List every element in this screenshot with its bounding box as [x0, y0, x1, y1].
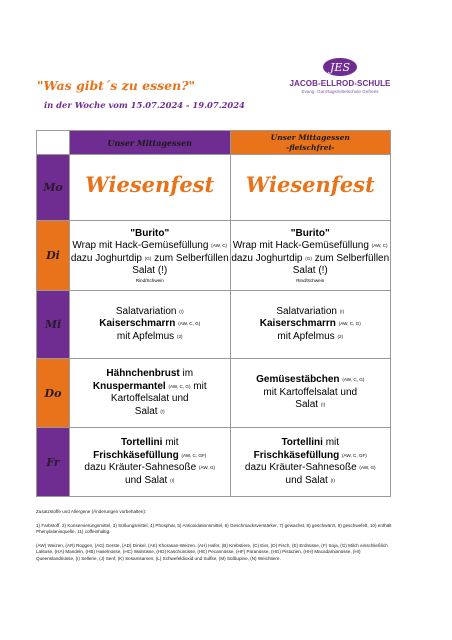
meal-line: mit Apfelmus: [277, 330, 335, 342]
allergen-code: (G): [305, 255, 312, 261]
column-header-standard: Unser Mittagessen: [70, 131, 231, 155]
meal-title: Tortellini: [120, 437, 163, 448]
meal-line: mit Apfelmus: [116, 330, 175, 342]
meal-title: Kaiserschmarrn: [99, 318, 176, 330]
meal-line: im: [182, 368, 194, 379]
meal-line: dazu Kräuter-Sahnesoße: [244, 462, 357, 473]
allergen-notes: [36, 509, 396, 570]
meal-line: Wrap mit Hack-Gemüsefüllung: [72, 240, 209, 251]
meal-title: Kaiserschmarrn: [259, 318, 336, 330]
meal-line: zum Selberfüllen: [314, 252, 390, 264]
allergen-code: (AW, G): [359, 465, 376, 470]
meal-line: Kartoffelsalat und: [110, 393, 189, 404]
day-label-di: Di: [37, 221, 70, 291]
meal-line: Salat: [292, 265, 316, 276]
column-header-vegetarian-line2: -fleischfrei-: [286, 142, 335, 152]
day-label-mo: Mo: [37, 155, 70, 221]
allergen-code: (!): [318, 265, 328, 276]
school-logo: [286, 56, 394, 94]
meal-line: zum Selberfüllen: [154, 252, 229, 264]
corner-cell: [37, 131, 70, 155]
allergen-code: (AW, C, G): [338, 321, 361, 327]
meal-line: dazu Kräuter-Sahnesoße: [84, 462, 197, 473]
day-row-mo: [37, 155, 391, 221]
day-row-do: [37, 359, 391, 428]
meal-title: Gemüsestäbchen: [256, 374, 340, 386]
meal-di-standard: [70, 221, 231, 291]
meal-title: "Burito": [130, 227, 170, 239]
school-logo-icon: [321, 56, 359, 78]
menu-headline: "Was gibt´s zu essen?": [37, 78, 196, 93]
allergen-code: (AW, C, G): [168, 383, 191, 389]
meal-line: Salat: [134, 405, 158, 417]
allergen-code: (AW, C): [211, 243, 228, 248]
meal-line: Salatvariation: [276, 305, 337, 317]
meal-line: mit Kartoffelsalat und: [263, 386, 358, 398]
school-subtitle: Evang. Ganztagsmittelschule Gefrees: [301, 89, 379, 94]
meal-line: mit: [193, 380, 207, 392]
allergen-code: (!): [160, 408, 165, 414]
meal-title: Wiesenfest: [245, 171, 375, 197]
school-name: JACOB-ELLROD-SCHULE: [289, 79, 391, 88]
meal-line: Salatvariation: [115, 305, 177, 317]
column-header-vegetarian-line1: Unser Mittagessen: [270, 132, 350, 142]
meal-title: Knuspermantel: [92, 380, 166, 392]
meal-mo-standard: [70, 155, 231, 221]
meal-mi-standard: [70, 291, 231, 359]
day-row-di: [37, 221, 391, 291]
allergen-code: (!): [330, 477, 335, 483]
meal-line: Wrap mit Hack-Gemüsefüllung: [232, 240, 369, 251]
allergen-code: (AW, C): [371, 243, 388, 248]
notes-allergens: (AW) Weizen, (AR) Roggen, (AG) Gerste, (AD) Dinkel, (AK) Khorasan-Weizen, (AH) Hafer, (B) Krebstiere, (C) Eier, (D) Fisch, (E) Erdnüsse, (F) Soja, (G) Milch einschließlich Laktose, (HA) Mandeln, (HB) Haselnüsse, (HC) Walnüsse, (HD) Kaschunüsse, (HE) Pecannüsse, (HF) Paranüsse, (HG) Pistazien, (HH) Macadamianüsse, (HI) Queenslandnüsse, (I) Sellerie, (J) Senf, (K) Sesamsamen, (L) Schwefeldioxid und Sulfite, (M) Süßlupine, (N) Weichtiere.: [36, 542, 388, 561]
day-row-mi: [37, 291, 391, 359]
meal-line: und Salat: [285, 474, 328, 486]
meal-title: Hähnchenbrust: [106, 368, 180, 379]
meal-di-vegetarian: [230, 221, 391, 291]
allergen-code: (AW, G): [198, 465, 216, 470]
day-label-mi: Mi: [37, 291, 70, 359]
allergen-code: (2): [337, 333, 344, 339]
allergen-code: (!): [320, 402, 326, 408]
week-range: in der Woche vom 15.07.2024 - 19.07.2024: [44, 100, 245, 110]
meat-type: Rind/Schwein: [296, 277, 325, 283]
meal-line: mit: [165, 437, 179, 448]
allergen-code: (!): [339, 308, 345, 314]
day-row-fr: [37, 428, 391, 497]
meal-title: Wiesenfest: [85, 171, 215, 197]
meal-title: Frischkäsefüllung: [93, 449, 179, 461]
notes-additives: 1) Farbstoff, 2) Konservierungsmittel, 3) Süßungsmittel, 4) Phosphat, 5) Antioxidationsmittel, 6) Geschmacksverstärker, 7) gewachst, 8) geschwärzt, 9) geschwefelt, 10) enthält Phenylalaninquelle, 11) coffeinhaltig.: [36, 522, 392, 535]
allergen-code: (!): [179, 308, 184, 314]
meal-line: dazu Joghurtdip: [231, 252, 303, 264]
meal-line: Salat: [132, 265, 156, 276]
meat-type: Rind/Schwein: [135, 277, 164, 283]
meal-do-standard: [70, 359, 231, 428]
menu-header-row: [37, 131, 391, 155]
meal-title: Tortellini: [281, 437, 323, 448]
allergen-code: (AW, C, G): [178, 321, 201, 327]
allergen-code: (2): [176, 333, 183, 339]
meal-line: Salat: [295, 399, 319, 411]
meal-line: mit: [325, 437, 340, 448]
day-label-fr: Fr: [37, 428, 70, 497]
menu-table: [36, 130, 391, 497]
allergen-code: (G): [144, 255, 152, 261]
svg-text:JES: JES: [330, 61, 350, 74]
notes-intro: Zusatzstoffe und Allergene (Änderungen vorbehalten):: [36, 509, 147, 514]
allergen-code: (AW, C, G): [342, 377, 365, 383]
meal-line: und Salat: [125, 474, 168, 486]
allergen-code: (AW, C, GF): [342, 452, 367, 458]
meal-mi-vegetarian: [230, 291, 391, 359]
allergen-code: (AW, C, GF): [181, 452, 207, 458]
meal-do-vegetarian: [230, 359, 391, 428]
allergen-code: (!): [157, 265, 168, 276]
day-label-do: Do: [37, 359, 70, 428]
meal-fr-standard: [70, 428, 231, 497]
allergen-code: (!): [170, 477, 175, 483]
meal-fr-vegetarian: [230, 428, 391, 497]
meal-title: Frischkäsefüllung: [253, 449, 340, 461]
column-header-vegetarian: [230, 131, 391, 155]
meal-mo-vegetarian: [230, 155, 391, 221]
meal-title: "Burito": [290, 227, 330, 239]
meal-line: dazu Joghurtdip: [70, 252, 142, 264]
